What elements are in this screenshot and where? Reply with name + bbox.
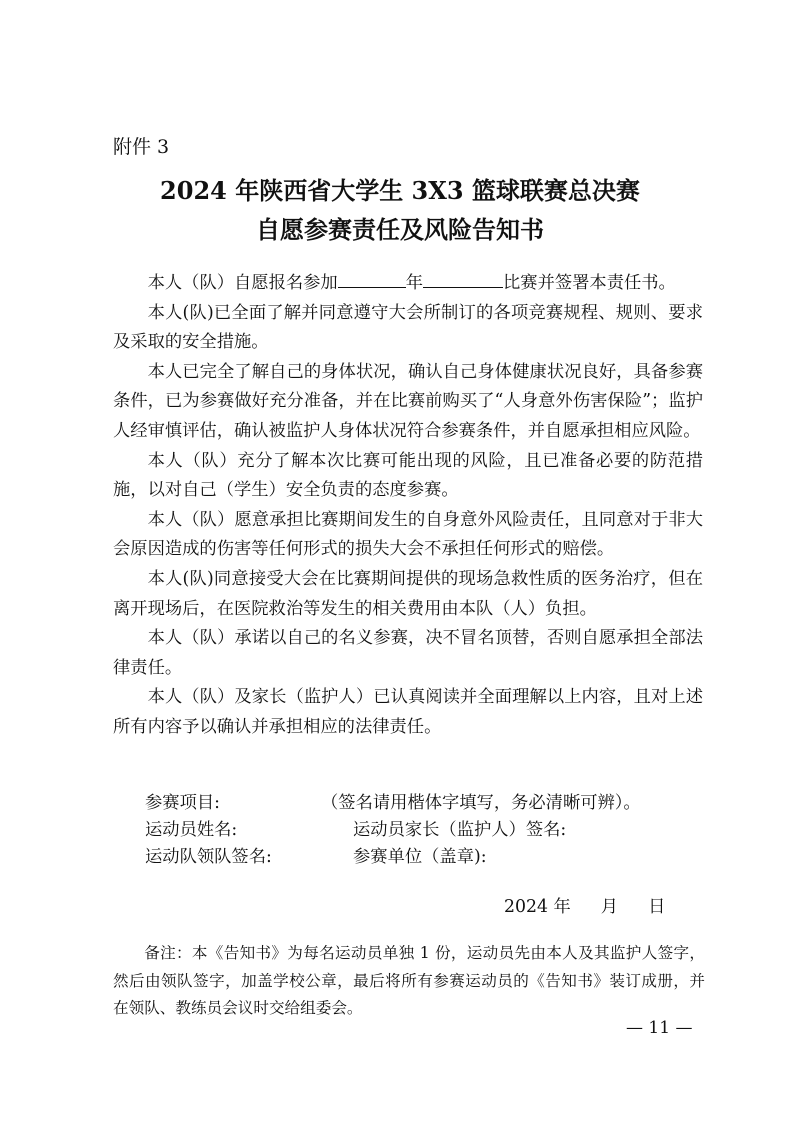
paragraph-risk: 本人（队）充分了解本次比赛可能出现的风险，且已准备必要的防范措施，以对自己（学生）安全负责的态度参赛。 — [113, 450, 703, 501]
signature-hint: （签名请用楷体字填写，务必清晰可辨）。 — [321, 793, 641, 813]
paragraph-health: 本人已完全了解自己的身体状况，确认自己身体健康状况良好，具备参赛条件，已为参赛做好充分准备，并在比赛前购买了“人身意外伤害保险”；监护人经审慎评估，确认被监护人身体状况符合参赛条件，并自愿承担相应风险。 — [113, 361, 703, 441]
date-day: 日 — [648, 897, 666, 917]
paragraph-identity: 本人（队）承诺以自己的名义参赛，决不冒名顶替，否则自愿承担全部法律责任。 — [113, 628, 703, 678]
event-name-blank[interactable] — [338, 270, 406, 288]
registration-text-after: 比赛并签署本责任书。 — [503, 273, 676, 293]
paragraph-liability: 本人（队）愿意承担比赛期间发生的自身意外风险责任，且同意对于非大会原因造成的伤害等任何形式的损失大会不承担任何形式的赔偿。 — [113, 509, 703, 560]
date-year: 2024 年 — [504, 897, 571, 917]
date-line — [504, 892, 665, 917]
paragraph-medical: 本人(队)同意接受大会在比赛期间提供的现场急救性质的医务治疗，但在离开现场后，在医院救治等发生的相关费用由本队（人）负担。 — [113, 568, 703, 619]
project-label: 参赛项目: — [145, 793, 220, 813]
parent-signature-label: 运动员家长（监护人）签名: — [353, 820, 567, 840]
event-year-blank[interactable] — [423, 270, 503, 288]
date-month: 月 — [600, 897, 619, 917]
registration-text-year: 年 — [405, 273, 423, 293]
participating-unit-label: 参赛单位（盖章): — [353, 847, 487, 867]
paragraph-rules: 本人(队)已全面了解并同意遵守大会所制订的各项竞赛规程、规则、要求及采取的安全措施。 — [113, 302, 703, 353]
athlete-name-label: 运动员姓名: — [145, 820, 238, 840]
document-title-line-2: 自愿参赛责任及风险告知书 — [256, 215, 544, 244]
document-title-line-1: 2024 年陕西省大学生 3X3 篮球联赛总决赛 — [160, 176, 640, 205]
paragraph-registration — [113, 269, 703, 299]
page-number: — 11 — — [626, 1018, 693, 1038]
remark-note: 备注：本《告知书》为每名运动员单独 1 份，运动员先由本人及其监护人签字，然后由领队签字，加盖学校公章，最后将所有参赛运动员的《告知书》装订成册，并在领队、教练员会议时交给组委会。 — [113, 944, 705, 1017]
paragraph-confirmation: 本人（队）及家长（监护人）已认真阅读并全面理解以上内容，且对上述所有内容予以确认并承担相应的法律责任。 — [113, 687, 703, 737]
registration-text-before: 本人（队）自愿报名参加 — [147, 273, 338, 293]
team-leader-signature-label: 运动队领队签名: — [145, 847, 272, 867]
document-body — [113, 269, 703, 743]
attachment-label: 附件 3 — [113, 136, 170, 158]
